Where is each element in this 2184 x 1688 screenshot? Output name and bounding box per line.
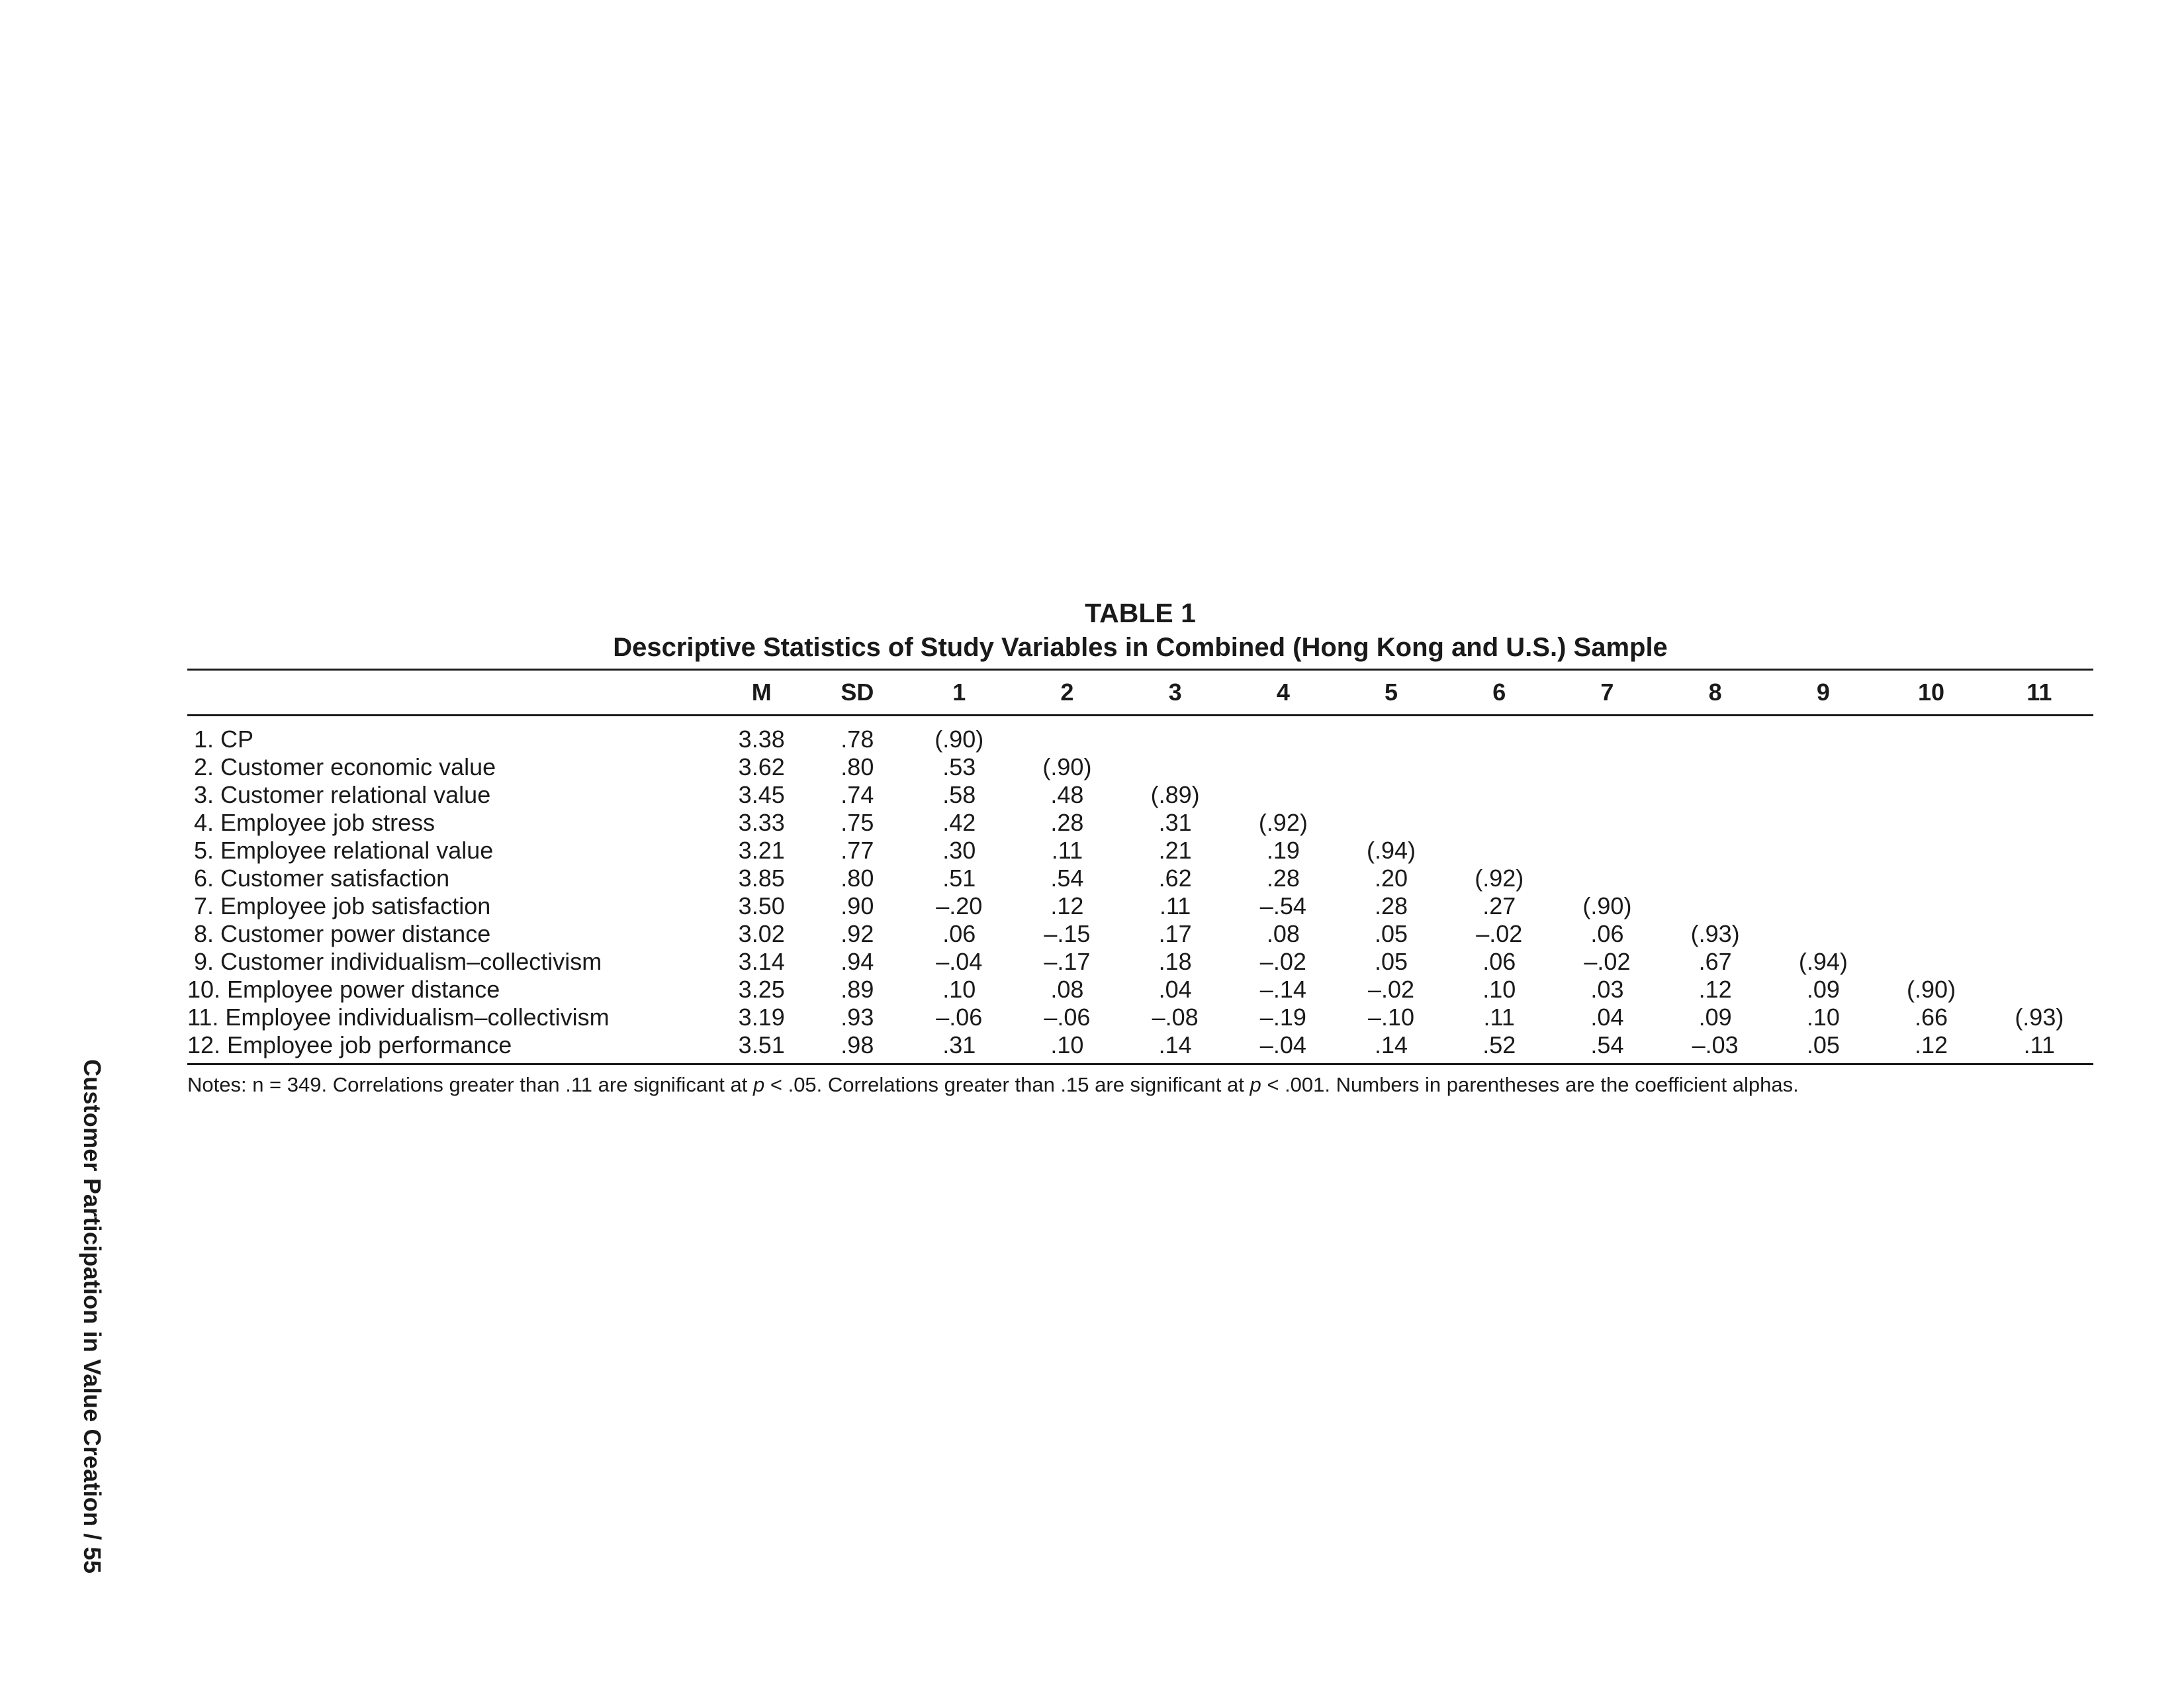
value-cell [1877,781,1985,809]
value-cell: .21 [1158,837,1192,864]
value-cell [1985,892,2093,920]
value-cell: .17 [1158,920,1192,947]
value-cell: (.90) [1907,976,1956,1003]
variable-name-cell: 9. Customer individualism–collectivism [187,948,602,975]
table-header-row [187,670,2093,716]
value-cell [1121,716,1229,754]
value-cell: (.94) [1367,837,1416,864]
value-cell: 3.85 [738,865,785,892]
notes-part-2: < .05. Correlations greater than .15 are significant at [764,1073,1250,1096]
value-cell: .09 [1806,976,1840,1003]
variable-name-cell: 3. Customer relational value [187,781,491,808]
value-cell: .06 [1590,920,1624,947]
table-block [187,596,2093,1098]
table-row [187,1004,2093,1031]
value-cell: –.14 [1259,976,1306,1003]
value-cell: 3.51 [713,1031,809,1064]
variable-name-cell: 4. Employee job stress [187,809,435,836]
value-cell [1985,865,2093,892]
header-cell: 5 [1337,670,1445,716]
value-cell: .89 [841,976,874,1003]
value-cell: .53 [942,753,976,780]
variable-name-cell: 5. Employee relational value [187,837,494,864]
value-cell [1985,920,2093,948]
header-cell: 1 [905,670,1013,716]
value-cell: .10 [1482,976,1516,1003]
value-cell [1553,753,1661,781]
value-cell: .11 [1985,1031,2093,1064]
table-row [187,920,2093,948]
value-cell: (.93) [1690,920,1740,947]
value-cell: .51 [942,865,976,892]
value-cell: 3.45 [738,781,785,808]
value-cell: 3.50 [738,892,785,919]
value-cell [1553,837,1661,865]
value-cell [1337,809,1445,837]
value-cell [1769,920,1877,948]
table-row [187,865,2093,892]
value-cell [1553,781,1661,809]
value-cell: 3.62 [738,753,785,780]
value-cell: 3.33 [738,809,785,836]
value-cell: .05 [1375,948,1408,975]
variable-name-cell: 12. Employee job performance [187,1031,713,1064]
value-cell [1229,753,1337,781]
value-cell: .04 [1158,976,1192,1003]
value-cell [1337,781,1445,809]
value-cell: .54 [1553,1031,1661,1064]
value-cell [1985,976,2093,1004]
header-cell: 9 [1769,670,1877,716]
value-cell: 3.02 [738,920,785,947]
header-cell: 7 [1553,670,1661,716]
value-cell [1661,781,1769,809]
value-cell: .92 [841,920,874,947]
value-cell: .18 [1158,948,1192,975]
value-cell [1013,716,1121,754]
value-cell [1985,809,2093,837]
value-cell: .31 [1158,809,1192,836]
table-notes [187,1072,2093,1098]
value-cell: 3.38 [738,726,785,753]
variable-name-cell: 7. Employee job satisfaction [187,892,491,919]
value-cell: .77 [841,837,874,864]
value-cell: .48 [1050,781,1084,808]
value-cell: (.93) [2015,1004,2064,1031]
value-cell: –.19 [1259,1004,1306,1031]
table-body [187,716,2093,1064]
value-cell [1229,716,1337,754]
value-cell [1769,837,1877,865]
value-cell: .06 [1482,948,1516,975]
value-cell [1985,948,2093,976]
value-cell [1877,920,1985,948]
value-cell: –.08 [1152,1004,1199,1031]
table-row [187,716,2093,754]
value-cell: .20 [1375,865,1408,892]
value-cell: –.04 [936,948,983,975]
value-cell: 3.21 [738,837,785,864]
value-cell [1553,809,1661,837]
value-cell: .58 [942,781,976,808]
header-cell: 8 [1661,670,1769,716]
value-cell: –.15 [1044,920,1091,947]
value-cell [1769,865,1877,892]
value-cell: (.92) [1258,809,1308,836]
value-cell [1985,781,2093,809]
value-cell [1121,753,1229,781]
value-cell: .05 [1375,920,1408,947]
value-cell: 3.25 [738,976,785,1003]
value-cell: .28 [1375,892,1408,919]
value-cell: –.20 [936,892,983,919]
value-cell: .31 [905,1031,1013,1064]
value-cell [1661,837,1769,865]
value-cell: .06 [942,920,976,947]
notes-part-3: < .001. Numbers in parentheses are the coefficient alphas. [1261,1073,1799,1096]
value-cell [1445,781,1553,809]
value-cell: –.02 [1259,948,1306,975]
value-cell [1445,809,1553,837]
value-cell: 3.14 [738,948,785,975]
value-cell: .12 [1698,976,1732,1003]
variable-name-cell: 10. Employee power distance [187,976,500,1003]
value-cell [1661,865,1769,892]
value-cell [1661,809,1769,837]
value-cell: .03 [1590,976,1624,1003]
value-cell: .78 [841,726,874,753]
notes-p-2: p [1250,1073,1261,1096]
value-cell: .04 [1590,1004,1624,1031]
variable-name-cell: 8. Customer power distance [187,920,491,947]
value-cell: –.10 [1368,1004,1415,1031]
value-cell [1553,865,1661,892]
header-cell: SD [809,670,905,716]
header-cell: 11 [1985,670,2093,716]
value-cell [1877,892,1985,920]
value-cell: .52 [1445,1031,1553,1064]
value-cell: .28 [1050,809,1084,836]
value-cell: –.17 [1044,948,1091,975]
header-cell: 3 [1121,670,1229,716]
value-cell: .80 [841,865,874,892]
value-cell [1769,809,1877,837]
notes-part-1: Notes: n = 349. Correlations greater than .11 are significant at [187,1073,753,1096]
variable-name-cell: 6. Customer satisfaction [187,865,450,892]
value-cell: .11 [1051,837,1083,864]
value-cell [1769,892,1877,920]
notes-p-1: p [753,1073,765,1096]
value-cell [1337,753,1445,781]
value-cell [1769,781,1877,809]
table-row [187,809,2093,837]
value-cell [1769,716,1877,754]
value-cell: –.02 [1584,948,1631,975]
header-cell-variable [187,670,713,716]
value-cell: .28 [1266,865,1300,892]
header-cell: M [713,670,809,716]
value-cell [1985,753,2093,781]
value-cell: .11 [1483,1004,1515,1031]
value-cell: .08 [1266,920,1300,947]
value-cell: .75 [841,809,874,836]
value-cell: –.02 [1476,920,1523,947]
value-cell: –.54 [1259,892,1306,919]
value-cell [1553,716,1661,754]
value-cell [1877,753,1985,781]
value-cell: .12 [1877,1031,1985,1064]
value-cell [1877,716,1985,754]
value-cell: .10 [942,976,976,1003]
value-cell [1661,716,1769,754]
value-cell: 3.19 [738,1004,785,1031]
value-cell [1877,948,1985,976]
variable-name-cell: 2. Customer economic value [187,753,496,780]
table-row [187,976,2093,1004]
value-cell: .10 [1013,1031,1121,1064]
value-cell [1985,716,2093,754]
value-cell [1661,753,1769,781]
variable-name-cell: 1. CP [187,726,254,753]
table-row [187,948,2093,976]
value-cell: .90 [841,892,874,919]
value-cell: .05 [1769,1031,1877,1064]
value-cell: .98 [809,1031,905,1064]
value-cell: –.04 [1229,1031,1337,1064]
value-cell: –.06 [936,1004,983,1031]
value-cell: (.90) [1042,753,1092,780]
value-cell: (.94) [1798,948,1848,975]
value-cell: .93 [841,1004,874,1031]
value-cell: .27 [1482,892,1516,919]
value-cell: .11 [1159,892,1191,919]
value-cell: .74 [841,781,874,808]
value-cell: –.06 [1044,1004,1091,1031]
value-cell: .12 [1050,892,1084,919]
table-label: TABLE 1 [1085,598,1196,628]
header-cell: 4 [1229,670,1337,716]
table-row [187,837,2093,865]
descriptive-statistics-table [187,669,2093,1065]
value-cell [1661,892,1769,920]
value-cell: (.89) [1150,781,1200,808]
value-cell: .94 [841,948,874,975]
value-cell: .10 [1806,1004,1840,1031]
value-cell: .09 [1698,1004,1732,1031]
header-cell: 10 [1877,670,1985,716]
value-cell: .30 [942,837,976,864]
value-cell: (.92) [1475,865,1524,892]
value-cell [1337,716,1445,754]
value-cell: .62 [1158,865,1192,892]
value-cell: .42 [942,809,976,836]
running-head: Customer Participation in Value Creation / 55 [79,1059,106,1574]
table-title: Descriptive Statistics of Study Variables in Combined (Hong Kong and U.S.) Sample [613,633,1668,662]
value-cell: .80 [841,753,874,780]
value-cell: .19 [1266,837,1300,864]
value-cell: .66 [1915,1004,1948,1031]
value-cell [1877,837,1985,865]
value-cell [1769,753,1877,781]
table-row [187,753,2093,781]
value-cell [1229,781,1337,809]
value-cell: .14 [1121,1031,1229,1064]
value-cell [1445,753,1553,781]
value-cell: .14 [1337,1031,1445,1064]
value-cell: .08 [1050,976,1084,1003]
value-cell: .54 [1050,865,1084,892]
header-cell: 2 [1013,670,1121,716]
table-row [187,892,2093,920]
value-cell [1877,865,1985,892]
table-row [187,1031,2093,1064]
value-cell [1985,837,2093,865]
value-cell: (.90) [934,726,984,753]
value-cell: (.90) [1582,892,1632,919]
value-cell: .67 [1698,948,1732,975]
variable-name-cell: 11. Employee individualism–collectivism [187,1004,610,1031]
table-row [187,781,2093,809]
value-cell: –.02 [1368,976,1415,1003]
value-cell [1445,716,1553,754]
value-cell [1877,809,1985,837]
value-cell [1445,837,1553,865]
header-cell: 6 [1445,670,1553,716]
value-cell: –.03 [1661,1031,1769,1064]
